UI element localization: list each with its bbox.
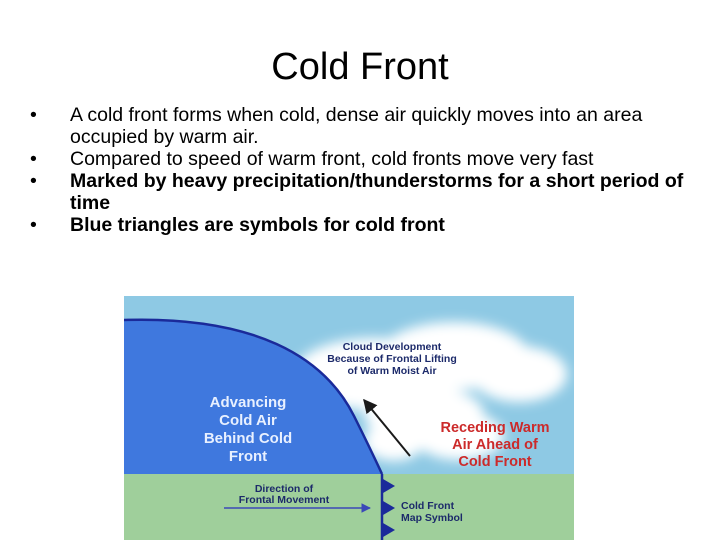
cold-front-diagram <box>124 296 574 540</box>
bullet-text: A cold front forms when cold, dense air quickly moves into an area occupied by warm air. <box>70 104 643 148</box>
bullet-item <box>30 214 690 236</box>
cold-air-label-line: Cold Air <box>219 412 277 429</box>
bullet-icon: • <box>30 104 37 126</box>
warm-air-label-line: Cold Front <box>458 454 532 470</box>
bullet-item <box>30 148 690 170</box>
bullet-item <box>30 104 690 148</box>
direction-label-line: Frontal Movement <box>238 494 330 506</box>
ground-layer <box>124 474 574 540</box>
bullet-text: Marked by heavy precipitation/thunderstorms for a short period of time <box>70 170 684 214</box>
bullet-icon: • <box>30 170 37 192</box>
map-symbol-label <box>401 500 463 524</box>
cold-air-label-line: Advancing <box>209 394 287 411</box>
bullet-icon: • <box>30 214 37 236</box>
map-symbol-label-line: Cold Front <box>401 500 455 512</box>
slide-title: Cold Front <box>271 46 449 88</box>
cloud-label-line: Cloud Development <box>342 341 442 353</box>
bullet-item <box>30 170 690 214</box>
cloud-label-line: of Warm Moist Air <box>347 365 437 377</box>
cold-air-label-line: Front <box>228 448 268 465</box>
cloud-label-line: Because of Frontal Lifting <box>327 353 457 365</box>
direction-label-line: Direction of <box>254 483 314 495</box>
bullet-text: Compared to speed of warm front, cold fronts move very fast <box>70 148 594 170</box>
bullet-list <box>30 104 690 236</box>
map-symbol-label-line: Map Symbol <box>401 512 463 524</box>
bullet-text: Blue triangles are symbols for cold front <box>70 214 445 236</box>
warm-air-label-line: Receding Warm <box>440 420 550 436</box>
cold-air-label-line: Behind Cold <box>203 430 293 447</box>
warm-air-label-line: Air Ahead of <box>452 437 538 453</box>
bullet-icon: • <box>30 148 37 170</box>
